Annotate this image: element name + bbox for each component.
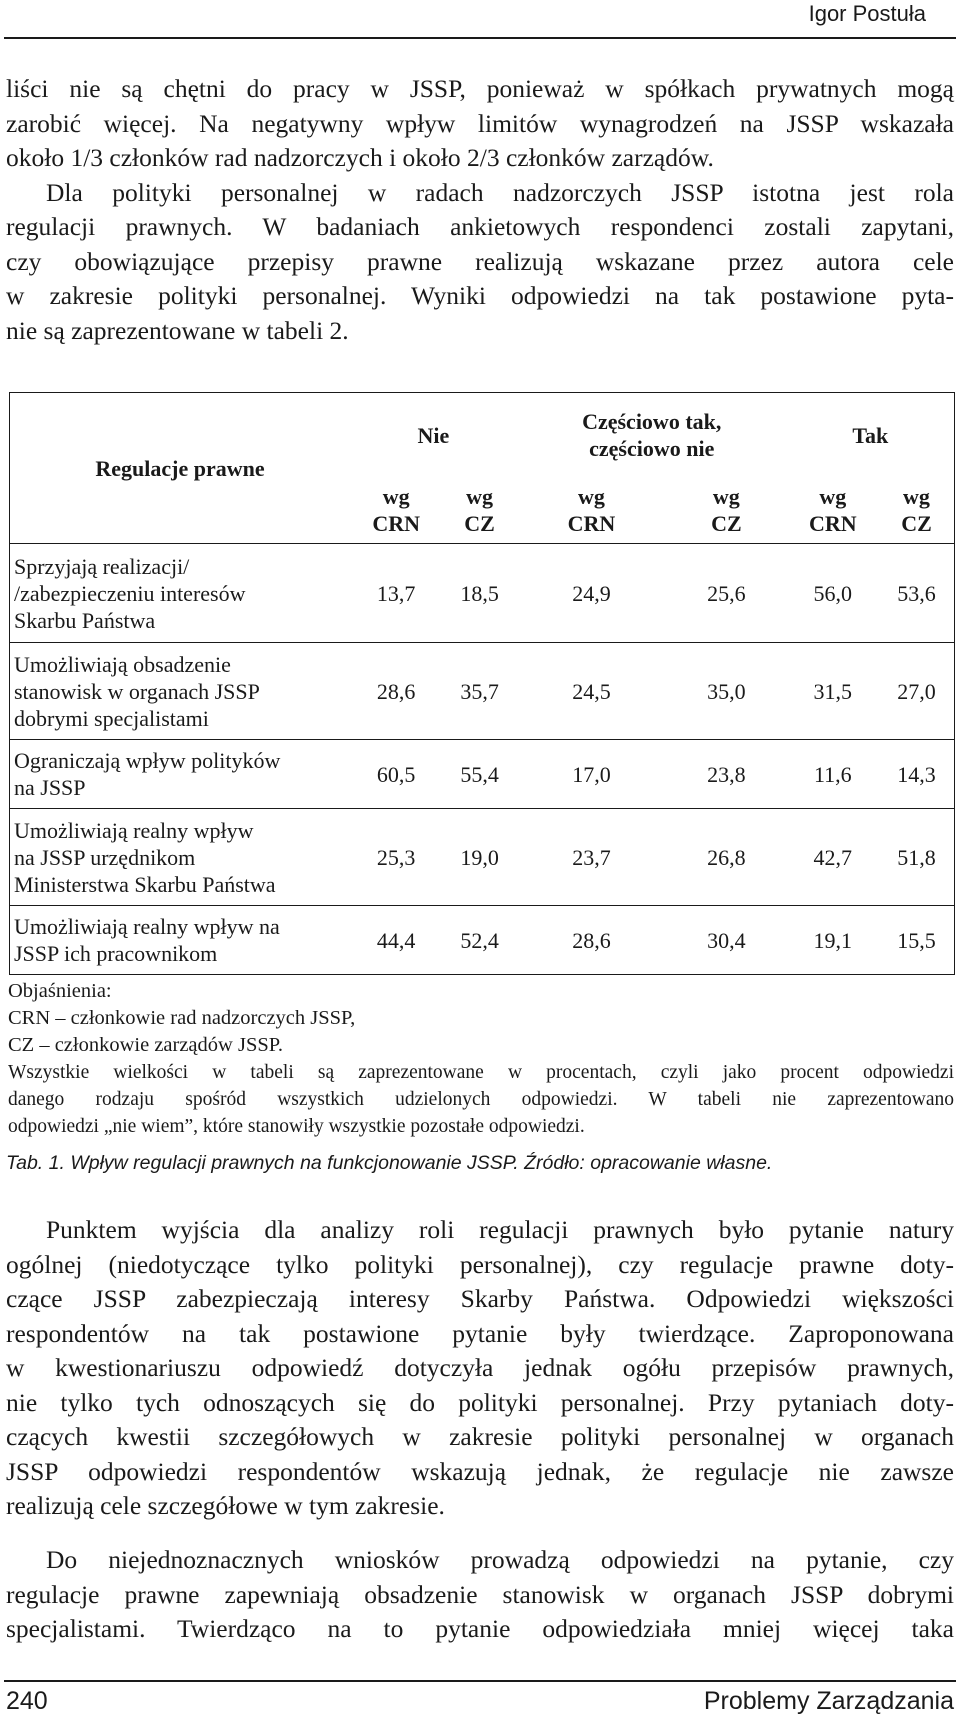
journal-title: Problemy Zarządzania xyxy=(703,1687,954,1715)
table-cell: 11,6 xyxy=(787,740,879,809)
table-cell: 13,7 xyxy=(350,544,442,643)
table-cell: 25,3 xyxy=(350,809,442,906)
text-line: w zakresie polityki personalnej. Wyniki odpowiedzi na tak postawione pyta- xyxy=(6,281,954,310)
text-line: ogólnej (niedotyczące tylko polityki personalnej), czy regulacje prawne doty- xyxy=(6,1249,954,1279)
column-subheader: wg CRN xyxy=(517,477,666,544)
table-cell: 53,6 xyxy=(879,544,955,643)
text-line: specjalistami. Twierdząco na to pytanie odpowiedziała mniej więcej taka xyxy=(6,1614,954,1643)
table-cell: 44,4 xyxy=(350,906,442,975)
table-row xyxy=(10,906,955,975)
text-line: regulacji prawnych. W badaniach ankietowych respondenci zostali zapytani, xyxy=(6,212,954,241)
text-line: Do niejednoznacznych wniosków prowadzą odpowiedzi na pytanie, czy xyxy=(46,1545,954,1574)
column-subheader: wg CRN xyxy=(787,477,879,544)
column-group-nie: Nie xyxy=(350,393,517,478)
table-cell: 24,9 xyxy=(517,544,666,643)
column-subheader: wg CZ xyxy=(442,477,517,544)
table-cell: 55,4 xyxy=(442,740,517,809)
table-cell: 19,0 xyxy=(442,809,517,906)
text-line: zarobić więcej. Na negatywny wpływ limitów wynagrodzeń na JSSP wskazała xyxy=(6,108,954,138)
table-cell: 24,5 xyxy=(517,643,666,740)
table-row xyxy=(10,809,955,906)
row-label: Sprzyjają realizacji/ /zabezpieczeniu interesów Skarbu Państwa xyxy=(10,544,351,643)
notes-legend-crn: CRN – członkowie rad nadzorczych JSSP, xyxy=(8,1007,356,1029)
table-cell: 23,7 xyxy=(517,809,666,906)
text-line: nie są zaprezentowane w tabeli 2. xyxy=(6,315,349,345)
notes-legend-cz: CZ – członkowie zarządów JSSP. xyxy=(8,1034,283,1056)
text-line: czących kwestii szczegółowych w zakresie polityki personalnej w organach xyxy=(6,1422,954,1451)
notes-line: Wszystkie wielkości w tabeli są zaprezentowane w procentach, czyli jako procent odpowiedzi xyxy=(8,1062,954,1083)
paragraph-bottom xyxy=(6,1543,954,1647)
footer-rule xyxy=(4,1680,956,1682)
table-row xyxy=(10,544,955,643)
table-cell: 27,0 xyxy=(879,643,955,740)
text-line: JSSP odpowiedzi respondentów wskazują jednak, że regulacje nie zawsze xyxy=(6,1456,954,1486)
text-line: Dla polityki personalnej w radach nadzorczych JSSP istotna jest rola xyxy=(46,177,954,207)
table-notes xyxy=(8,978,954,1140)
table-cell: 28,6 xyxy=(350,643,442,740)
table-cell: 18,5 xyxy=(442,544,517,643)
text-line: czące JSSP zabezpieczają interesy Skarby Państwa. Odpowiedzi większości xyxy=(6,1284,954,1313)
table-cell: 15,5 xyxy=(879,906,955,975)
text-line: respondentów na tak postawione pytanie były twierdzące. Zaproponowana xyxy=(6,1318,954,1348)
table-cell: 52,4 xyxy=(442,906,517,975)
table-cell: 42,7 xyxy=(787,809,879,906)
paragraph-top xyxy=(6,72,954,348)
column-group-tak: Tak xyxy=(787,393,955,478)
notes-line: odpowiedzi „nie wiem”, które stanowiły wszystkie pozostałe odpowiedzi. xyxy=(8,1116,585,1137)
text-line: Punktem wyjścia dla analizy roli regulacji prawnych było pytanie natury xyxy=(46,1215,954,1244)
notes-heading: Objaśnienia: xyxy=(8,980,112,1002)
page-number: 240 xyxy=(6,1687,48,1715)
row-label: Umożliwiają realny wpływ na JSSP ich pracownikom xyxy=(10,906,351,975)
table-cell: 31,5 xyxy=(787,643,879,740)
table-cell: 17,0 xyxy=(517,740,666,809)
table-cell: 28,6 xyxy=(517,906,666,975)
header-rule xyxy=(4,37,956,39)
table-cell: 19,1 xyxy=(787,906,879,975)
paragraph-mid xyxy=(6,1213,954,1524)
text-line: nie tylko tych odnoszących się do polityki personalnej. Przy pytaniach doty- xyxy=(6,1387,954,1417)
table-caption: Tab. 1. Wpływ regulacji prawnych na funkcjonowanie JSSP. Źródło: opracowanie własne. xyxy=(6,1152,773,1174)
table-cell: 35,0 xyxy=(666,643,787,740)
table-cell: 60,5 xyxy=(350,740,442,809)
table-cell: 35,7 xyxy=(442,643,517,740)
row-label: Umożliwiają obsadzenie stanowisk w organach JSSP dobrymi specjalistami xyxy=(10,643,351,740)
table-cell: 26,8 xyxy=(666,809,787,906)
regulations-table xyxy=(9,392,955,975)
column-group-line: częściowo nie xyxy=(589,436,715,461)
table-cell: 56,0 xyxy=(787,544,879,643)
row-label: Umożliwiają realny wpływ na JSSP urzędnikom Ministerstwa Skarbu Państwa xyxy=(10,809,351,906)
table-cell: 30,4 xyxy=(666,906,787,975)
column-subheader: wg CRN xyxy=(350,477,442,544)
text-line: około 1/3 członków rad nadzorczych i około 2/3 członków zarządów. xyxy=(6,143,714,172)
text-line: liści nie są chętni do pracy w JSSP, ponieważ w spółkach prywatnych mogą xyxy=(6,74,954,103)
text-line: w kwestionariuszu odpowiedź dotyczyła jednak ogółu przepisów prawnych, xyxy=(6,1353,954,1382)
text-line: realizują cele szczegółowe w tym zakresie. xyxy=(6,1491,445,1520)
row-label: Ograniczają wpływ polityków na JSSP xyxy=(10,740,351,809)
text-line: czy obowiązujące przepisy prawne realizują wskazane przez autora cele xyxy=(6,246,954,276)
column-group-czesciowo xyxy=(517,393,787,478)
column-subheader: wg CZ xyxy=(666,477,787,544)
text-line: regulacje prawne zapewniają obsadzenie stanowisk w organach JSSP dobrymi xyxy=(6,1579,954,1609)
table-cell: 14,3 xyxy=(879,740,955,809)
table-row xyxy=(10,643,955,740)
notes-line: danego rodzaju spośród wszystkich udzielonych odpowiedzi. W tabeli nie zaprezentowano xyxy=(8,1089,954,1110)
table-row xyxy=(10,740,955,809)
table-row-header: Regulacje prawne xyxy=(10,393,351,544)
table-cell: 51,8 xyxy=(879,809,955,906)
table-cell: 23,8 xyxy=(666,740,787,809)
table-cell: 25,6 xyxy=(666,544,787,643)
running-head-author: Igor Postuła xyxy=(808,1,926,26)
column-group-line: Częściowo tak, xyxy=(582,409,722,434)
column-subheader: wg CZ xyxy=(879,477,955,544)
